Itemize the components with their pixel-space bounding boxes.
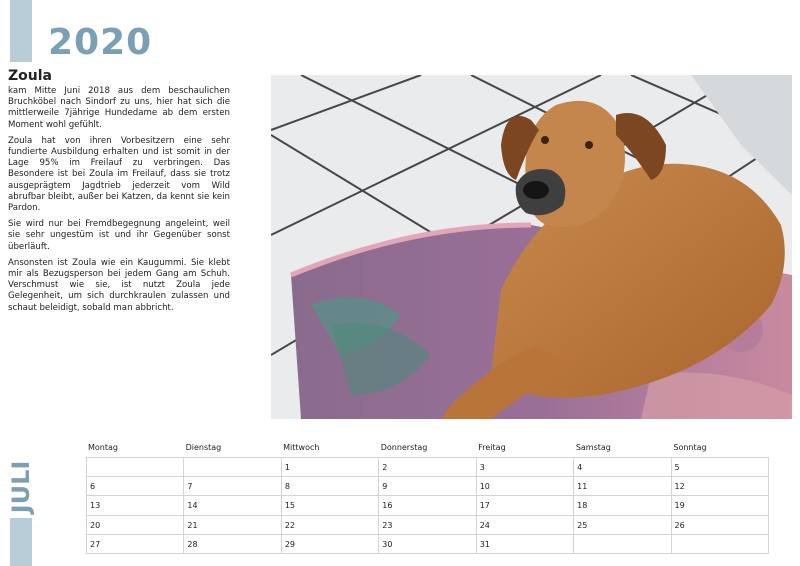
calendar-week xyxy=(87,458,769,477)
calendar-grid xyxy=(86,457,769,554)
paragraph-3: Sie wird nur bei Fremdbegegnung angeleint, weil sie sehr ungestüm ist und ihr Gegenüber sonst überläuft. xyxy=(8,219,230,252)
day-cell: 5 xyxy=(672,458,769,477)
day-cell: 1 xyxy=(282,458,379,477)
weekday-label: Donnerstag xyxy=(380,443,428,452)
paragraph-1: kam Mitte Juni 2018 aus dem beschaulichen Bruchköbel nach Sindorf zu uns, hier hat sich die mittlerweile 7jährige Hundedame ab dem ersten Moment wohl gefühlt. xyxy=(8,86,230,130)
day-cell xyxy=(672,535,769,554)
day-cell: 7 xyxy=(184,477,281,496)
dog-photo xyxy=(271,75,792,419)
day-cell xyxy=(574,535,671,554)
month-label xyxy=(6,458,36,516)
weekday-label: Montag xyxy=(88,443,118,452)
calendar-header xyxy=(86,443,769,457)
day-cell: 13 xyxy=(87,496,184,515)
calendar xyxy=(86,443,769,554)
day-cell xyxy=(184,458,281,477)
weekday-label: Mittwoch xyxy=(283,443,320,452)
day-cell: 22 xyxy=(282,516,379,535)
calendar-week xyxy=(87,477,769,496)
day-cell: 16 xyxy=(379,496,476,515)
day-cell: 30 xyxy=(379,535,476,554)
year-heading: 2020 xyxy=(48,22,153,63)
day-cell xyxy=(87,458,184,477)
day-cell: 29 xyxy=(282,535,379,554)
calendar-week xyxy=(87,535,769,554)
day-cell: 18 xyxy=(574,496,671,515)
weekday-label: Sonntag xyxy=(673,443,707,452)
day-cell: 8 xyxy=(282,477,379,496)
dog-name-heading: Zoula xyxy=(8,68,52,84)
day-cell: 15 xyxy=(282,496,379,515)
day-cell: 17 xyxy=(477,496,574,515)
day-cell: 6 xyxy=(87,477,184,496)
day-cell: 10 xyxy=(477,477,574,496)
day-cell: 21 xyxy=(184,516,281,535)
weekday-label: Samstag xyxy=(575,443,611,452)
day-cell: 25 xyxy=(574,516,671,535)
weekday-label: Dienstag xyxy=(185,443,222,452)
accent-bar-bottom xyxy=(10,518,32,566)
day-cell: 4 xyxy=(574,458,671,477)
calendar-week xyxy=(87,496,769,515)
calendar-week xyxy=(87,516,769,535)
day-cell: 12 xyxy=(672,477,769,496)
accent-bar-top xyxy=(10,0,32,62)
day-cell: 19 xyxy=(672,496,769,515)
day-cell: 23 xyxy=(379,516,476,535)
day-cell: 24 xyxy=(477,516,574,535)
day-cell: 28 xyxy=(184,535,281,554)
day-cell: 31 xyxy=(477,535,574,554)
paragraph-2: Zoula hat von ihren Vorbesitzern eine sehr fundierte Ausbildung erhalten und ist somit in der Lage 95% im Freilauf zu verbringen. Das Besondere ist bei Zoula im Freilauf, dass sie trotz ausgeprägtem Jagdtrieb jederzeit vom Wild abrufbar bleibt, außer bei Katzen, da kennt sie kein Pardon. xyxy=(8,135,230,214)
day-cell: 27 xyxy=(87,535,184,554)
day-cell: 26 xyxy=(672,516,769,535)
day-cell: 2 xyxy=(379,458,476,477)
day-cell: 20 xyxy=(87,516,184,535)
weekday-label: Freitag xyxy=(478,443,506,452)
day-cell: 3 xyxy=(477,458,574,477)
paragraph-4: Ansonsten ist Zoula wie ein Kaugummi. Sie klebt mir als Bezugsperson bei jedem Gang am Schuh. Verschmust wie sie, ist nutzt Zoula jede Gelegenheit, um sich durchkraulen zulassen und schaut beleidigt, sobald man abbricht. xyxy=(8,257,230,313)
day-cell: 9 xyxy=(379,477,476,496)
description-text xyxy=(8,86,230,319)
month-text: JULI xyxy=(7,460,35,514)
day-cell: 11 xyxy=(574,477,671,496)
day-cell: 14 xyxy=(184,496,281,515)
